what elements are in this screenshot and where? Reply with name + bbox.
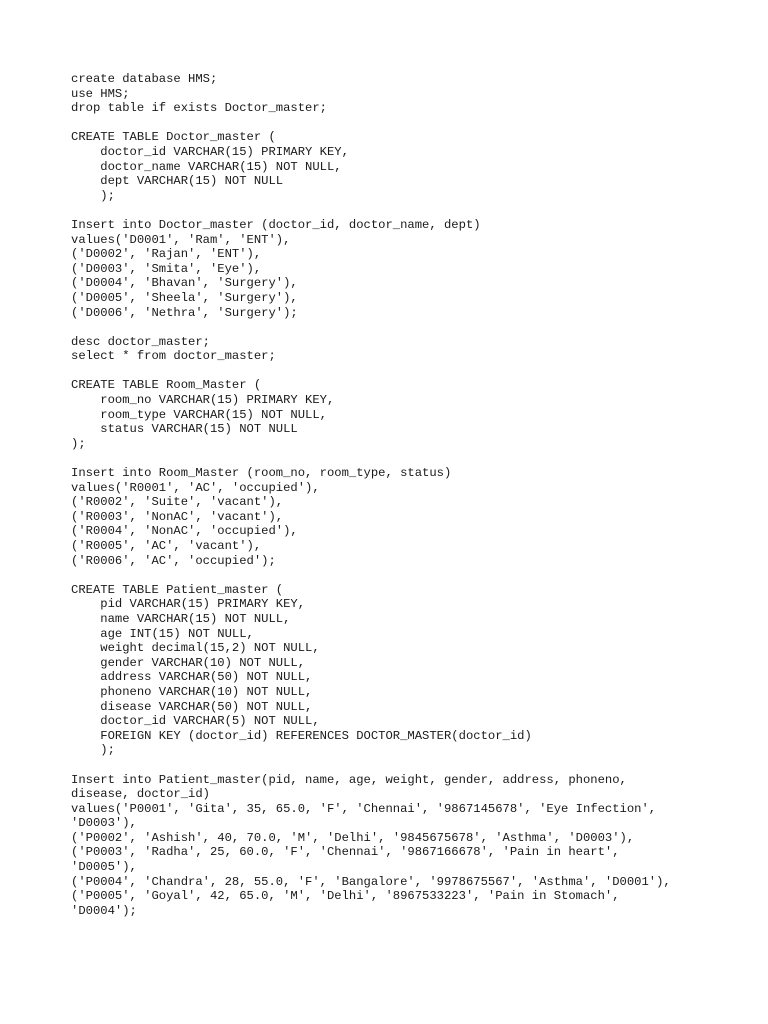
blank-line — [71, 364, 751, 379]
code-line: ('R0003', 'NonAC', 'vacant'), — [71, 509, 284, 524]
blank-line — [71, 451, 751, 466]
code-line: ('R0006', 'AC', 'occupied'); — [71, 553, 276, 568]
code-line: Insert into Room_Master (room_no, room_type, status) — [71, 466, 452, 481]
code-line: pid VARCHAR(15) PRIMARY KEY, — [71, 597, 306, 612]
code-line: address VARCHAR(50) NOT NULL, — [71, 670, 313, 685]
code-line: disease, doctor_id) — [71, 787, 210, 802]
blank-line — [71, 568, 751, 583]
code-line: ('D0005', 'Sheela', 'Surgery'), — [71, 290, 298, 305]
blank-line — [71, 758, 751, 773]
code-line: ); — [71, 188, 115, 203]
code-line: 'D0005'), — [71, 860, 137, 875]
code-line: 'D0003'), — [71, 816, 137, 831]
code-line: Insert into Doctor_master (doctor_id, doctor_name, dept) — [71, 217, 481, 232]
code-line: ('D0003', 'Smita', 'Eye'), — [71, 261, 262, 276]
blank-line — [71, 320, 751, 335]
code-line: Insert into Patient_master(pid, name, age, weight, gender, address, phoneno, — [71, 772, 627, 787]
code-line: 'D0004'); — [71, 903, 137, 918]
code-line: room_type VARCHAR(15) NOT NULL, — [71, 407, 327, 422]
code-line: disease VARCHAR(50) NOT NULL, — [71, 699, 313, 714]
blank-line — [71, 116, 751, 131]
code-line: ('R0005', 'AC', 'vacant'), — [71, 539, 262, 553]
code-line: desc doctor_master; — [71, 334, 210, 349]
code-line: ('P0005', 'Goyal', 42, 65.0, 'M', 'Delhi', '8967533223', 'Pain in Stomach', — [71, 889, 620, 904]
code-line: doctor_id VARCHAR(15) PRIMARY KEY, — [71, 144, 349, 159]
code-line: room_no VARCHAR(15) PRIMARY KEY, — [71, 393, 335, 408]
code-line: doctor_id VARCHAR(5) NOT NULL, — [71, 714, 320, 729]
code-line: values('D0001', 'Ram', 'ENT'), — [71, 232, 291, 247]
code-line: age INT(15) NOT NULL, — [71, 626, 254, 641]
code-line: ); — [71, 743, 115, 758]
code-line: status VARCHAR(15) NOT NULL — [71, 422, 298, 437]
code-line: create database HMS; — [71, 72, 218, 86]
code-line: CREATE TABLE Patient_master ( — [71, 582, 284, 597]
code-line: ('D0002', 'Rajan', 'ENT'), — [71, 247, 262, 262]
code-line: values('P0001', 'Gita', 35, 65.0, 'F', 'Chennai', '9867145678', 'Eye Infection', — [71, 801, 657, 816]
code-line: CREATE TABLE Doctor_master ( — [71, 130, 276, 145]
sql-code-block — [71, 72, 751, 918]
code-line: weight decimal(15,2) NOT NULL, — [71, 641, 320, 656]
code-line: gender VARCHAR(10) NOT NULL, — [71, 655, 306, 670]
code-line: ('P0004', 'Chandra', 28, 55.0, 'F', 'Bangalore', '9978675567', 'Asthma', 'D0001'), — [71, 874, 671, 889]
code-line: doctor_name VARCHAR(15) NOT NULL, — [71, 159, 342, 174]
code-line: drop table if exists Doctor_master; — [71, 101, 327, 116]
code-line: select * from doctor_master; — [71, 349, 276, 364]
blank-line — [71, 203, 751, 218]
code-line: values('R0001', 'AC', 'occupied'), — [71, 480, 320, 495]
code-line: use HMS; — [71, 86, 130, 101]
code-line: ('D0006', 'Nethra', 'Surgery'); — [71, 305, 298, 320]
code-line: ('P0002', 'Ashish', 40, 70.0, 'M', 'Delhi', '9845675678', 'Asthma', 'D0003'), — [71, 830, 635, 845]
code-line: CREATE TABLE Room_Master ( — [71, 378, 262, 393]
code-line: ); — [71, 436, 86, 451]
code-line: ('R0004', 'NonAC', 'occupied'), — [71, 524, 298, 539]
code-line: ('D0004', 'Bhavan', 'Surgery'), — [71, 276, 298, 291]
code-line: name VARCHAR(15) NOT NULL, — [71, 611, 291, 626]
code-line: ('R0002', 'Suite', 'vacant'), — [71, 495, 284, 510]
code-line: dept VARCHAR(15) NOT NULL — [71, 174, 284, 189]
code-line: phoneno VARCHAR(10) NOT NULL, — [71, 684, 313, 699]
code-line: FOREIGN KEY (doctor_id) REFERENCES DOCTOR_MASTER(doctor_id) — [71, 728, 532, 743]
code-line: ('P0003', 'Radha', 25, 60.0, 'F', 'Chennai', '9867166678', 'Pain in heart', — [71, 845, 620, 860]
